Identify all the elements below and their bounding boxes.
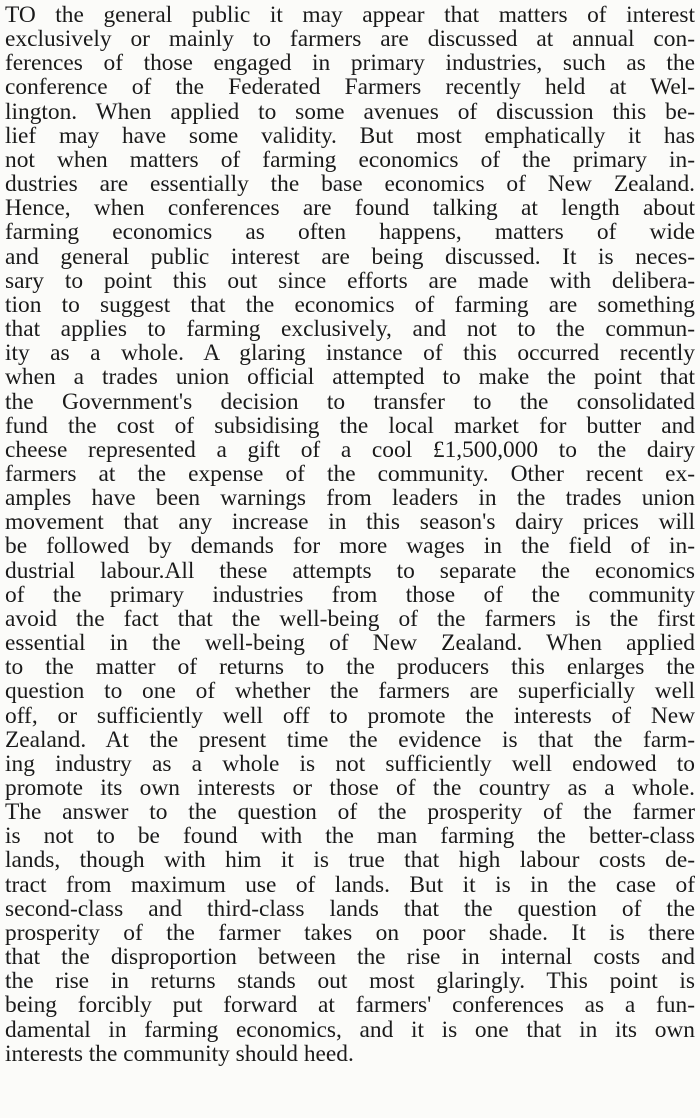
article-line: tract from maximum use of lands. But it is in the case of [5, 872, 695, 897]
article-line: TO the general public it may appear that matters of interest [5, 3, 695, 28]
article-line: farmers at the expense of the community. Other recent ex- [5, 461, 695, 487]
article-line: farming economics as often happens, matters of wide [5, 220, 695, 245]
article-line: avoid the fact that the well-being of the farmers is the first [5, 606, 695, 632]
article-line: conference of the Federated Farmers recently held at Wel- [5, 75, 695, 100]
article-line: exclusively or mainly to farmers are discussed at annual con- [5, 27, 695, 52]
article-line: ing industry as a whole is not sufficiently well endowed to [5, 751, 695, 776]
article-line: not when matters of farming economics of the primary in- [5, 147, 695, 173]
article-line: of the primary industries from those of the community [5, 582, 695, 607]
article-line: prosperity of the farmer takes on poor shade. It is there [5, 920, 695, 946]
article-line: is not to be found with the man farming the better-class [5, 824, 695, 849]
article-line: that applies to farming exclusively, and not to the commun- [5, 317, 695, 342]
article-line: promote its own interests or those of the country as a whole. [5, 776, 695, 801]
article-line: movement that any increase in this season's dairy prices will [5, 510, 695, 535]
article-line: dustries are essentially the base economics of New Zealand. [5, 172, 695, 197]
article-line: sary to point this out since efforts are made with delibera- [5, 268, 695, 293]
article-line: fund the cost of subsidising the local market for butter and [5, 413, 695, 438]
article-line: damental in farming economics, and it is one that in its own [5, 1017, 695, 1042]
article-line: lief may have some validity. But most emphatically it has [5, 123, 695, 148]
article-line: Zealand. At the present time the evidence is that the farm- [5, 727, 695, 752]
article-line: being forcibly put forward at farmers' conferences as a fun- [5, 993, 695, 1018]
article-line: that the disproportion between the rise in internal costs and [5, 945, 695, 970]
article-line: dustrial labour.All these attempts to separate the economics [5, 558, 695, 583]
article-line: ferences of those engaged in primary industries, such as the [5, 51, 695, 76]
article-line: off, or sufficiently well off to promote the interests of New [5, 703, 695, 728]
article-line: be followed by demands for more wages in the field of in- [5, 534, 695, 559]
article-line: cheese represented a gift of a cool £1,500,000 to the dairy [5, 437, 695, 462]
article-line: Hence, when conferences are found talking at length about [5, 196, 695, 221]
article-line: when a trades union official attempted to make the point that [5, 365, 695, 390]
article-line: the rise in returns stands out most glaringly. This point is [5, 969, 695, 994]
article-line: the Government's decision to transfer to the consolidated [5, 389, 695, 414]
article-line: amples have been warnings from leaders in the trades union [5, 486, 695, 511]
article-line: question to one of whether the farmers are superficially well [5, 679, 695, 704]
article-line: lands, though with him it is true that high labour costs de- [5, 848, 695, 873]
article-line: essential in the well-being of New Zealand. When applied [5, 631, 695, 656]
article-line: tion to suggest that the economics of farming are something [5, 292, 695, 318]
article-line: The answer to the question of the prosperity of the farmer [5, 800, 695, 825]
article-line: and general public interest are being discussed. It is neces- [5, 244, 695, 269]
article-line: ity as a whole. A glaring instance of this occurred recently [5, 341, 695, 366]
article-body [5, 3, 695, 1066]
article-line: second-class and third-class lands that the question of the [5, 896, 695, 921]
article-line: interests the community should heed. [5, 1041, 354, 1066]
article-line: to the matter of returns to the producers this enlarges the [5, 655, 695, 680]
article-line: lington. When applied to some avenues of discussion this be- [5, 99, 695, 124]
